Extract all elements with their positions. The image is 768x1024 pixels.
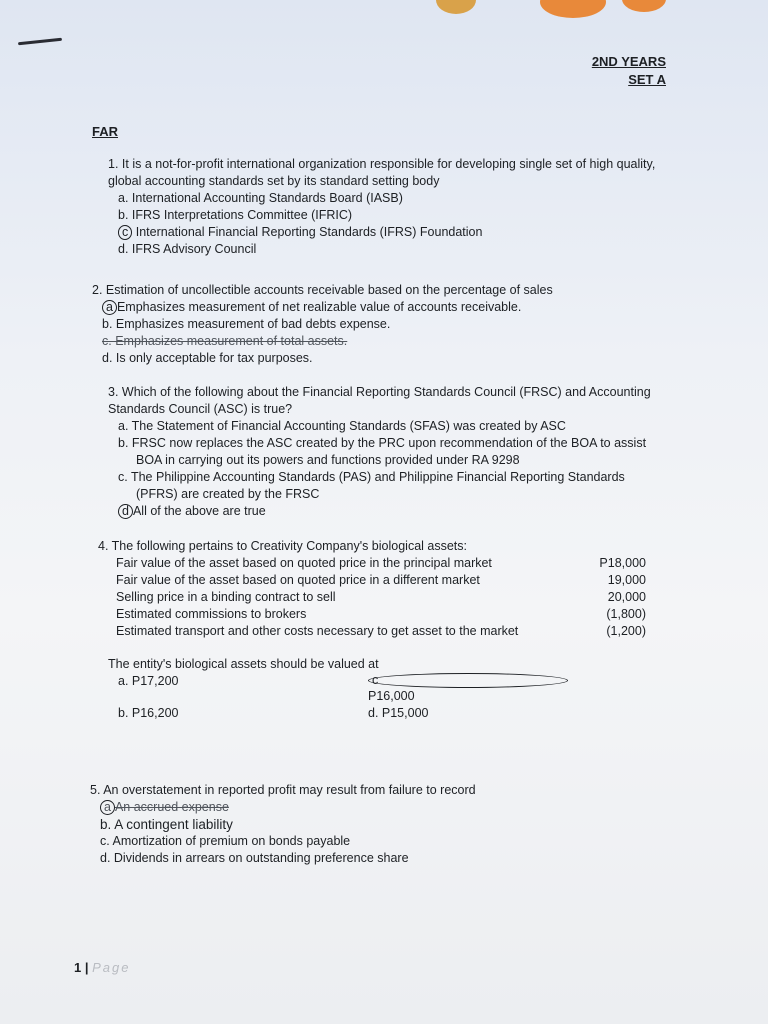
item-description: Selling price in a binding contract to sell [116, 590, 336, 604]
answer-circle: c [118, 225, 132, 240]
object-at-top-edge [436, 0, 476, 14]
item-amount: P18,000 [599, 556, 646, 570]
answer-circle: a [102, 300, 117, 315]
question-stem: 2. Estimation of uncollectible accounts receivable based on the percentage of sales [92, 283, 553, 297]
question-stem: 1. It is a not-for-profit international organization responsible for developing single set of high quality, global accounting standards set by its standard setting body [108, 157, 656, 188]
subject-heading: FAR [92, 124, 118, 139]
item-amount: (1,200) [606, 624, 646, 638]
option-b: b. FRSC now replaces the ASC created by the PRC upon recommendation of the BOA to assist BOA in carrying out its powers and functions provided under RA 9298 [118, 436, 647, 467]
item-description: Fair value of the asset based on quoted price in the principal market [116, 556, 492, 570]
option-a: a Emphasizes measurement of net realizable value of accounts receivable. [92, 299, 668, 316]
page-footer: 1 | Page [74, 960, 131, 975]
option-c: c. Emphasizes measurement of total assets. [102, 334, 348, 348]
pen-mark [18, 38, 62, 46]
option-a: a An accrued expense [90, 799, 650, 816]
option-d: d. IFRS Advisory Council [118, 242, 257, 256]
answer-circle: a [100, 800, 115, 815]
answer-circle: d [118, 504, 133, 519]
option-d: d All of the above are true [108, 503, 664, 520]
option-a: a. International Accounting Standards Board (IASB) [118, 191, 403, 205]
item-description: Fair value of the asset based on quoted price in a different market [116, 573, 480, 587]
choice-a: a. P17,200 [118, 674, 179, 688]
page-number: 1 [74, 960, 82, 975]
choice-c: c P16,000 [368, 673, 568, 705]
option-b: b. IFRS Interpretations Committee (IFRIC) [118, 208, 353, 222]
question-5 [90, 782, 650, 867]
option-c: c. Amortization of premium on bonds payable [100, 834, 351, 848]
page-label: Page [92, 960, 131, 975]
option-c: c International Financial Reporting Standards (IFRS) Foundation [108, 224, 668, 241]
asset-items-table [116, 555, 646, 640]
item-amount: (1,800) [606, 607, 646, 621]
object-at-top-edge [622, 0, 666, 12]
option-a: a. The Statement of Financial Accounting Standards (SFAS) was created by ASC [118, 419, 566, 433]
object-at-top-edge [540, 0, 606, 18]
question-3 [108, 384, 664, 520]
question-stem: 4. The following pertains to Creativity Company's biological assets: [98, 539, 468, 553]
item-description: Estimated transport and other costs necessary to get asset to the market [116, 624, 519, 638]
set-heading: SET A [628, 72, 666, 87]
choice-d: d. P15,000 [368, 706, 429, 720]
valuation-question [98, 656, 638, 722]
question-4 [98, 538, 646, 722]
answer-circle: c [368, 673, 568, 688]
question-1 [108, 156, 668, 258]
option-b: b. Emphasizes measurement of bad debts expense. [102, 317, 391, 331]
option-c: c. The Philippine Accounting Standards (PAS) and Philippine Financial Reporting Standards (PFRS) are created by the FRSC [118, 470, 625, 501]
item-amount: 20,000 [607, 590, 646, 604]
item-description: Estimated commissions to brokers [116, 607, 307, 621]
question-prompt: The entity's biological assets should be valued at [108, 657, 379, 671]
question-2 [92, 282, 668, 367]
option-d: d. Is only acceptable for tax purposes. [102, 351, 313, 365]
option-b: b. A contingent liability [100, 817, 233, 832]
question-stem: 5. An overstatement in reported profit may result from failure to record [90, 783, 476, 797]
answer-choices [118, 673, 638, 722]
year-heading: 2ND YEARS [591, 54, 666, 69]
choice-b: b. P16,200 [118, 706, 179, 720]
question-stem: 3. Which of the following about the Financial Reporting Standards Council (FRSC) and Accounting Standards Council (ASC) is true? [108, 385, 651, 416]
option-d: d. Dividends in arrears on outstanding preference share [100, 851, 409, 865]
item-amount: 19,000 [607, 573, 646, 587]
